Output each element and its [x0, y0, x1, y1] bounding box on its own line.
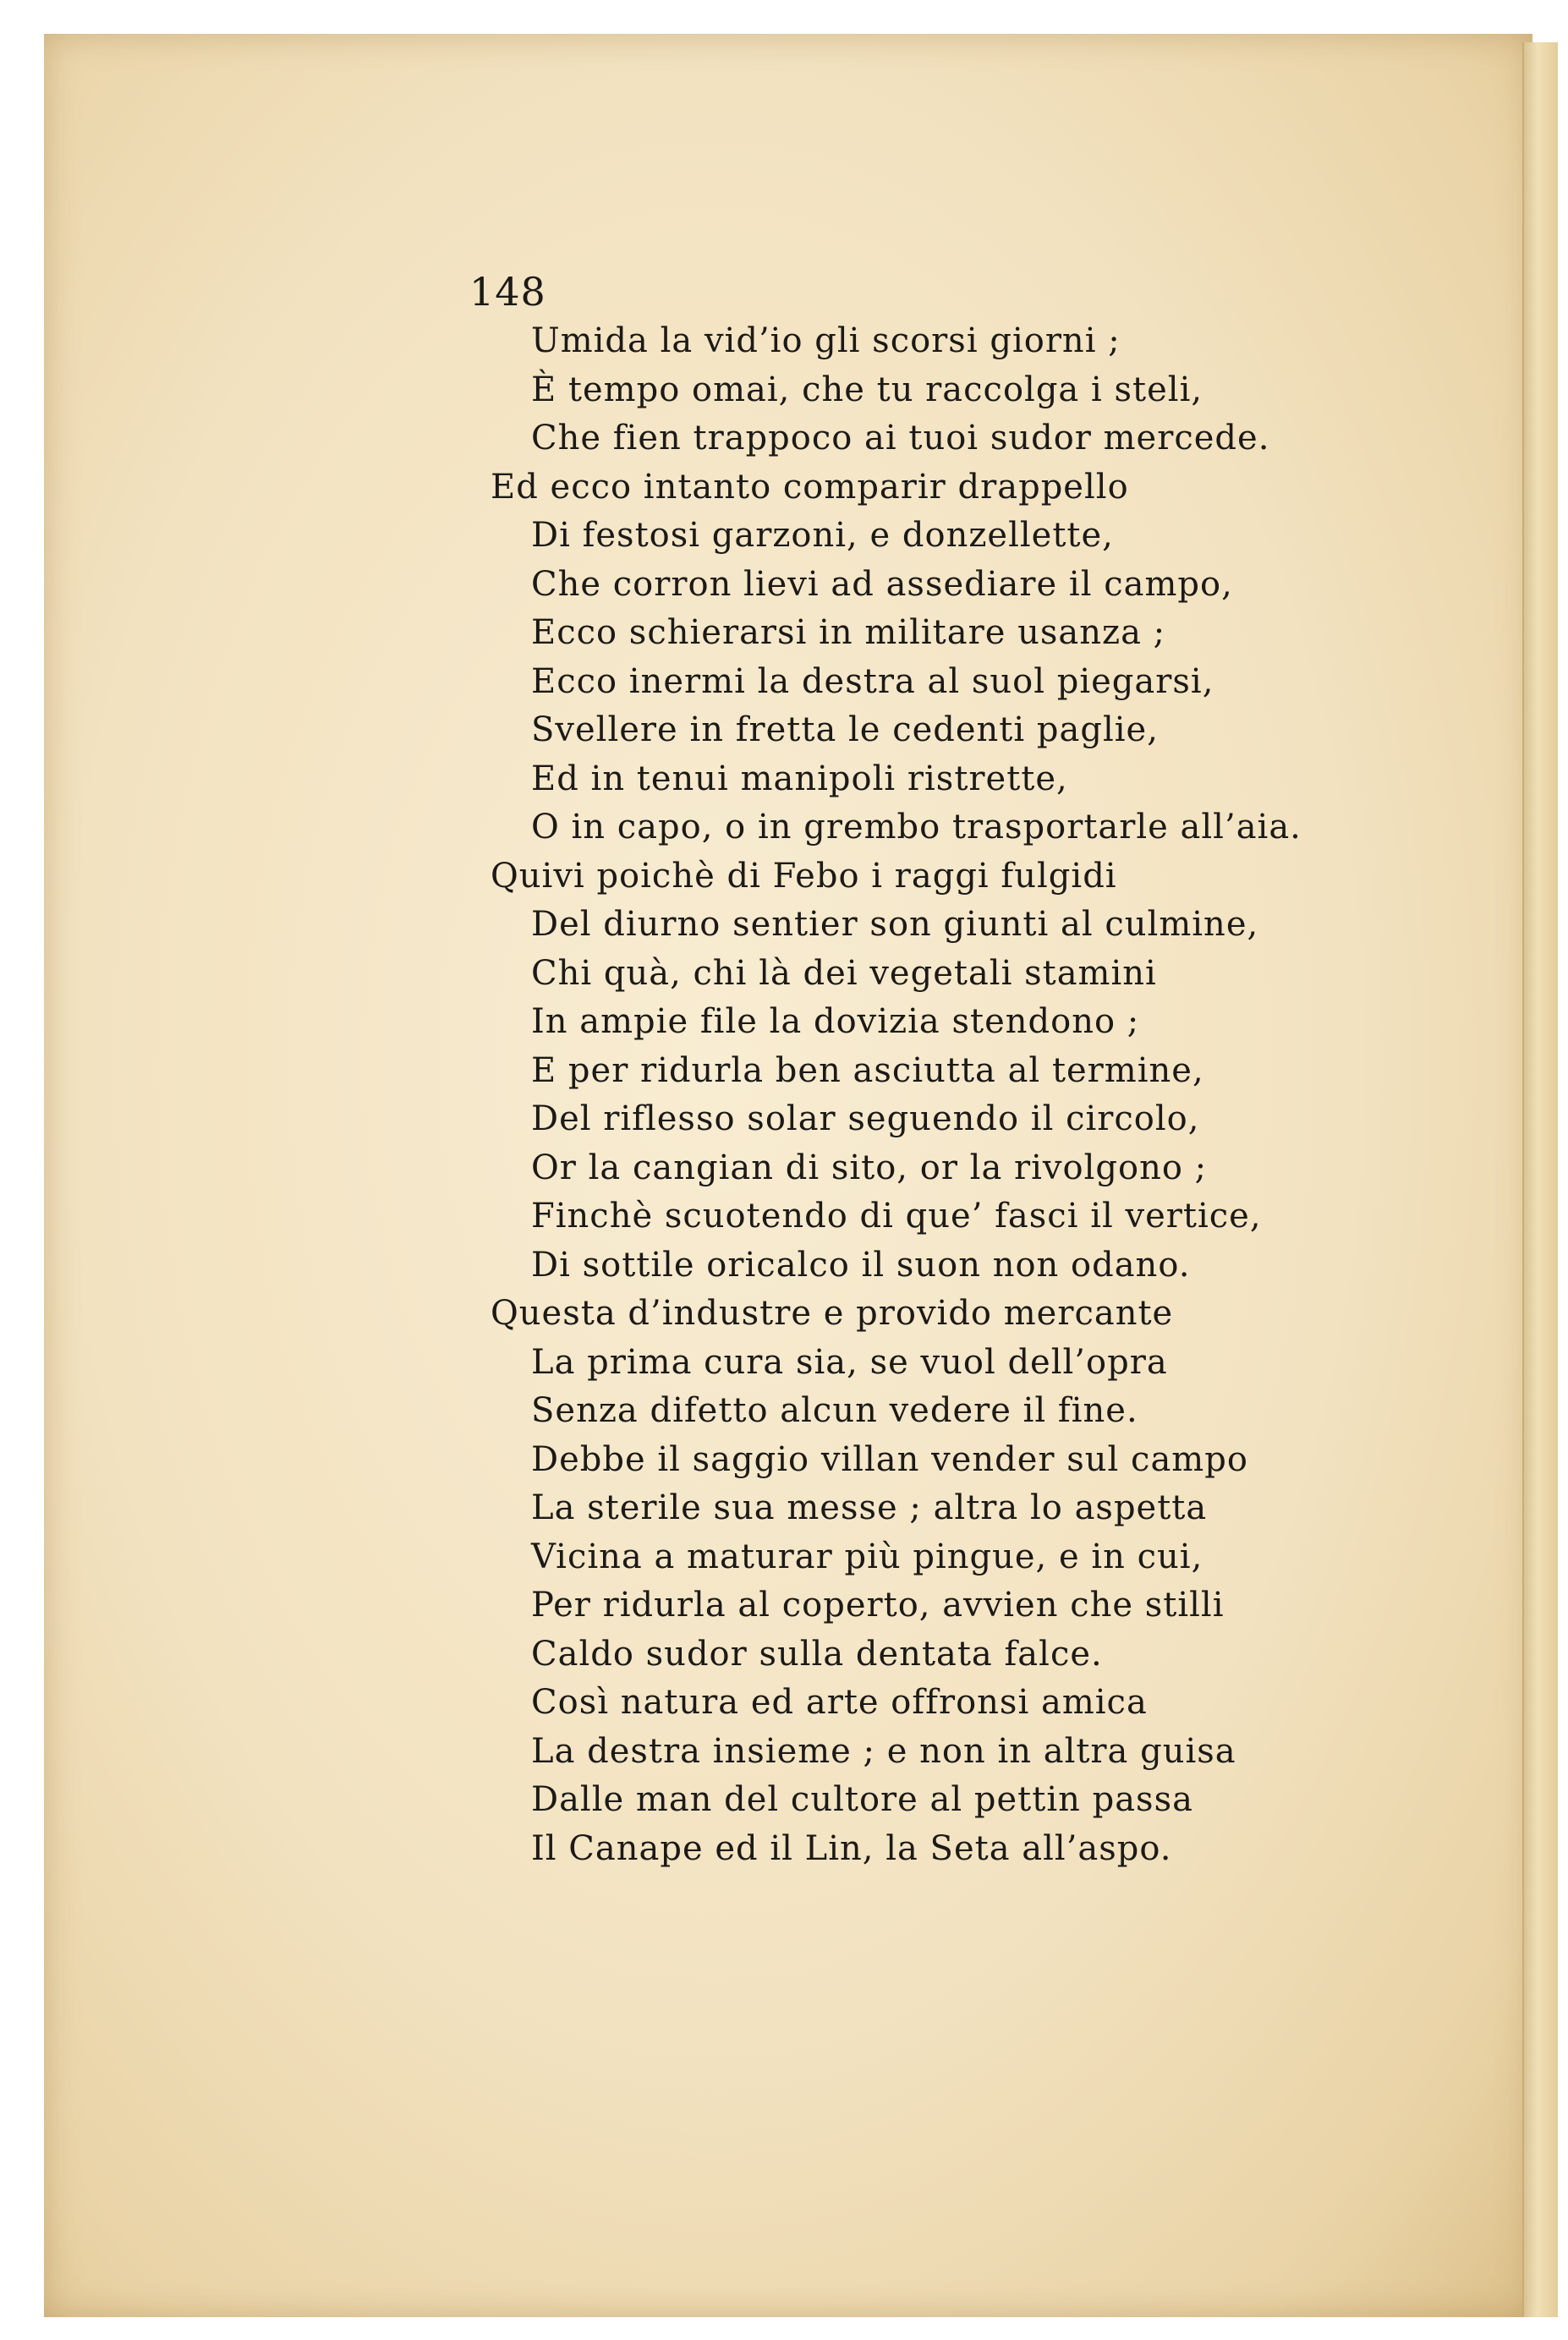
- poem-line: Quivi poichè di Febo i raggi fulgidi: [491, 856, 1117, 896]
- poem-line: Di festosi garzoni, e donzellette,: [531, 516, 1114, 555]
- poem-line: O in capo, o in grembo trasportarle all’aia.: [531, 808, 1302, 847]
- poem-line: Svellere in fretta le cedenti paglie,: [531, 710, 1159, 749]
- poem-line: Finchè scuotendo di que’ fasci il vertice,: [531, 1197, 1262, 1236]
- poem-line: Questa d’industre e provido mercante: [491, 1294, 1174, 1333]
- poem-line: In ampie file la dovizia stendono ;: [531, 1002, 1140, 1041]
- poem-line: La prima cura sia, se vuol dell’opra: [531, 1342, 1168, 1382]
- poem-line: Ed ecco intanto comparir drappello: [491, 467, 1129, 507]
- poem-line: Vicina a maturar più pingue, e in cui,: [531, 1537, 1203, 1576]
- poem-line: Ed in tenui manipoli ristrette,: [531, 759, 1068, 798]
- poem-line: Ecco schierarsi in militare usanza ;: [531, 613, 1166, 652]
- poem-line: È tempo omai, che tu raccolga i steli,: [531, 370, 1203, 409]
- poem-line: Umida la vid’io gli scorsi giorni ;: [531, 321, 1121, 360]
- poem-line: Chi quà, chi là dei vegetali stamini: [531, 953, 1157, 993]
- poem-line: Che corron lievi ad assediare il campo,: [531, 564, 1233, 604]
- poem-line: Così natura ed arte offronsi amica: [531, 1683, 1148, 1722]
- poem-line: Debbe il saggio villan vender sul campo: [531, 1439, 1248, 1479]
- poem-line: E per ridurla ben asciutta al termine,: [531, 1050, 1204, 1090]
- poem-line: Dalle man del cultore al pettin passa: [531, 1780, 1193, 1819]
- poem-line: Di sottile oricalco il suon non odano.: [531, 1245, 1191, 1285]
- poem-line: Del riflesso solar seguendo il circolo,: [531, 1099, 1200, 1138]
- poem-line: Per ridurla al coperto, avvien che stilli: [531, 1586, 1225, 1625]
- poem-line: Del diurno sentier son giunti al culmine,: [531, 905, 1259, 944]
- poem-line: Che fien trappoco ai tuoi sudor mercede.: [531, 419, 1270, 458]
- poem-line: Il Canape ed il Lin, la Seta all’aspo.: [531, 1828, 1172, 1868]
- poem-line: Or la cangian di sito, or la rivolgono ;: [531, 1148, 1208, 1187]
- page-fold-edge: [1522, 42, 1558, 2317]
- page-number: 148: [469, 269, 546, 315]
- poem-line: Ecco inermi la destra al suol piegarsi,: [531, 661, 1214, 701]
- poem-line: La destra insieme ; e non in altra guisa: [531, 1731, 1236, 1771]
- poem-line: Caldo sudor sulla dentata falce.: [531, 1634, 1103, 1674]
- poem-line: Senza difetto alcun vedere il fine.: [531, 1391, 1138, 1430]
- poem-line: La sterile sua messe ; altra lo aspetta: [531, 1488, 1208, 1527]
- poem-text: [474, 317, 1522, 1873]
